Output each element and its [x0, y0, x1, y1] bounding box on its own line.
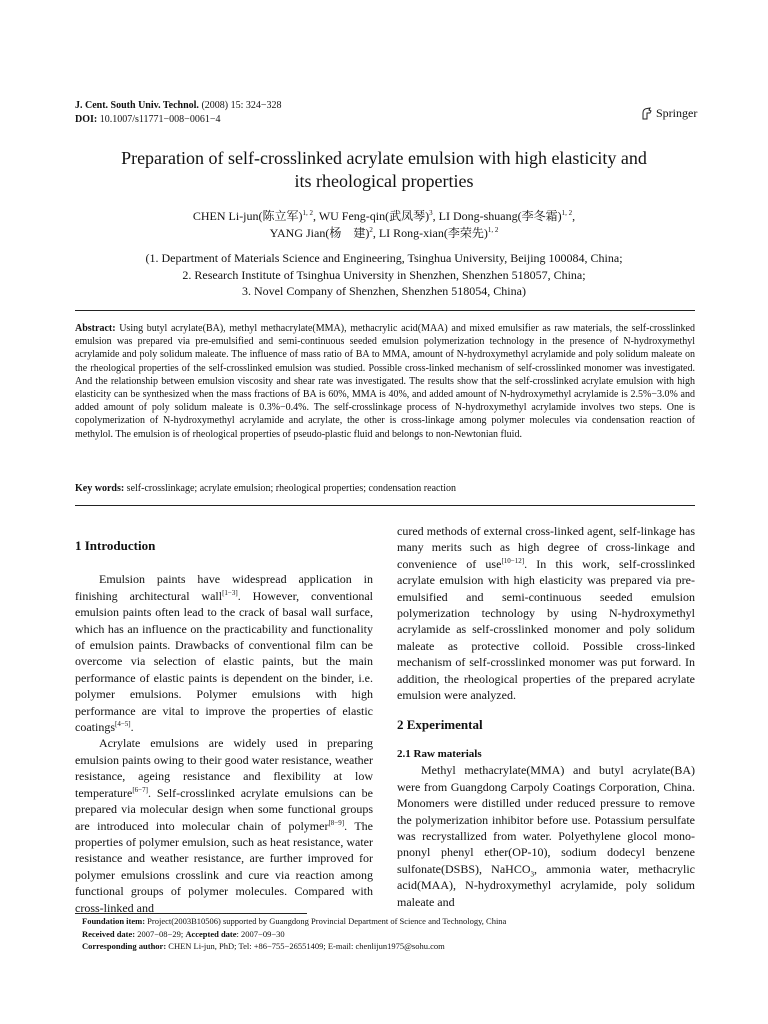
author-list — [60, 208, 708, 242]
author-name: LI Rong-xian(李荣先) — [378, 226, 488, 240]
author-name: CHEN Li-jun(陈立军) — [192, 209, 303, 223]
author-name: LI Dong-shuang(李冬霜) — [438, 209, 562, 223]
right-column — [397, 523, 695, 910]
author-affil-sup: 1, 2 — [302, 209, 314, 217]
doi-label: DOI: — [75, 114, 98, 125]
paper-title — [60, 147, 708, 193]
citation[interactable]: [8−9] — [328, 818, 345, 827]
abstract — [75, 322, 695, 441]
title-line-1: Preparation of self-crosslinked acrylate emulsion with high elasticity and — [121, 148, 647, 168]
author-name: WU Feng-qin(武凤琴) — [318, 209, 430, 223]
intro-paragraph-3: cured methods of external cross-linked agent, self-linkage has many merits such as high degree of cross-linkage and convenience of use[10−12]. In this work, self-crosslinked acrylate emulsion with high elasticity was prepared via pre-emulsified and semi-continuous seeded emulsion polymerization technology by using N-hydroxymethyl acrylamide as self-crosslinked monomer and poly solidum maleate as protective colloid. Possible cross-linked mechanism of self-crosslinked monomer was put forward. In addition, the rheological properties of the prepared acrylate emulsion were analyzed. — [397, 524, 695, 703]
section-heading-introduction: 1 Introduction — [75, 538, 156, 553]
intro-paragraph-1: Emulsion paints have widespread application in finishing architectural wall[1−3]. However, conventional emulsion paints often lead to the crack of basal wall surface, which has an influence on the practicability and functionality of emulsion paints. Drawbacks of conventional film can be overcome via selection of elastic paints, but the main performance of elastic paints is dependent on the binder, i.e. polymer emulsions. Polymer emulsions with high performance are vital to improve the properties of elastic coatings[4−5]. — [75, 572, 373, 735]
intro-paragraph-2: Acrylate emulsions are widely used in preparing emulsion paints owing to their good water resistance, weather resistance, ageing resistance and flexibility at low temperature[6−7]. Self-crosslinked acrylate emulsions can be prepared via molecular design when some functional groups are introduced into molecular chain of polymer[8−9]. The properties of polymer emulsion, such as heat resistance, water resistance and weather resistance, are further improved for polymer emulsions crosslink and cure via reaction among functional groups of polymer molecules. Compared with cross-linked and — [75, 736, 373, 915]
publisher-logo — [641, 106, 697, 121]
affiliations — [60, 250, 708, 300]
raw-materials-paragraph: Methyl methacrylate(MMA) and butyl acrylate(BA) were from Guangdong Carpoly Coatings Corporation, China. Monomers were distilled under reduced pressure to remove the polymerization inhibitor before use. Potassium persulfate was recrystallized from water. Polyethylene glocol mono-pnonyl phenyl ether(OP-10), sodium dodecyl benzene sulfonate(DSBS), NaHCO$_3$, ammonia water, methacrylic acid(MAA), N-hydroxymethyl acrylamide, poly solidum maleate and — [397, 763, 695, 909]
citation[interactable]: [1−3] — [222, 588, 238, 597]
journal-name: J. Cent. South Univ. Technol. — [75, 100, 199, 111]
top-divider — [75, 310, 695, 311]
abstract-divider — [75, 505, 695, 506]
keywords — [75, 482, 695, 495]
doi-line — [75, 113, 220, 127]
springer-horse-icon — [641, 107, 653, 120]
publisher-name: Springer — [656, 106, 698, 120]
title-line-2: its rheological properties — [294, 171, 474, 191]
footnote-dates: Received date: 2007−08−29; Accepted date: 2007−09−30 — [82, 928, 285, 939]
abstract-label: Abstract: — [75, 323, 116, 334]
author-affil-sup: 1, 2 — [561, 209, 573, 217]
journal-citation — [75, 99, 282, 113]
footnotes — [82, 915, 702, 953]
author-affil-sup: 3 — [429, 209, 433, 217]
author-line-1: CHEN Li-jun(陈立军)$^{1, 2}$, WU Feng-qin(武凤琴)$^3$, LI Dong-shuang(李冬霜)$^{1, 2}$, — [192, 209, 576, 223]
doi-value[interactable]: 10.1007/s11771−008−0061−4 — [97, 114, 221, 125]
citation[interactable]: [10−12] — [501, 556, 525, 565]
subsection-heading-raw-materials: 2.1 Raw materials — [397, 747, 482, 760]
footnote-divider — [75, 913, 307, 914]
affiliation-line: 2. Research Institute of Tsinghua University in Shenzhen, Shenzhen 518057, China; — [182, 267, 586, 282]
citation[interactable]: [6−7] — [132, 785, 148, 794]
author-line-2: YANG Jian(杨 建)$^2$, LI Rong-xian(李荣先)$^{1, 2}$ — [269, 226, 499, 240]
left-column — [75, 538, 373, 916]
volume-info: (2008) 15: 324−328 — [198, 100, 282, 111]
citation[interactable]: [4−5] — [115, 720, 131, 729]
footnote-foundation: Foundation item: Project(2003B10506) supported by Guangdong Provincial Department of Science and Technology, China — [82, 916, 507, 926]
affiliation-line: 3. Novel Company of Shenzhen, Shenzhen 518054, China) — [242, 284, 526, 298]
author-affil-sup: 2 — [369, 226, 373, 234]
abstract-text: Using butyl acrylate(BA), methyl methacrylate(MMA), methacrylic acid(MAA) and mixed emulsifier as raw materials, the self-crosslinked emulsion was prepared via pre-emulsified and semi-continuous seeded emulsion polymerization technology in the presence of N-hydroxymethyl acrylamide and poly solidum maleate. The influence of mass ratio of BA to MMA, amount of N-hydroxymethyl acrylamide and poly solidum maleate on the rheological properties of the self-crosslinked emulsion was studied. Possible cross-linked mechanism of self-crosslinked monomer was investigated. And the relationship between emulsion viscosity and shear rate was investigated. The results show that the self-crosslinked acrylate emulsion with high elasticity can be synthesized when the mass fractions of BA is 60%, MMA is 40%, and added amount of N-hydroxymethyl acrylamide is 2.5%−3.0% and added amount of poly solidum maleate is 0.3%−0.4%. The self-crosslinkage process of N-hydroxymethyl acrylamide involves two steps. One is copolymerization of N-hydroxymethyl acrylamide and acrylate, the other is cross-linkage among polymer molecules via condensation reaction of methylol. The emulsion is of rheological properties of pseudo-plastic fluid and belongs to non-Newtonian fluid. — [75, 323, 695, 440]
keywords-text: self-crosslinkage; acrylate emulsion; rheological properties; condensation reaction — [124, 483, 456, 494]
affiliation-line: (1. Department of Materials Science and Engineering, Tsinghua University, Beijing 100084, China; — [145, 251, 623, 265]
footnote-corresponding-author: Corresponding author: CHEN Li-jun, PhD; Tel: +86−755−26551409; E-mail: chenlijun1975@sohu.com — [82, 941, 445, 951]
author-name: YANG Jian(杨 建) — [269, 226, 370, 240]
section-heading-experimental: 2 Experimental — [397, 717, 483, 733]
keywords-label: Key words: — [75, 483, 125, 494]
author-affil-sup: 1, 2 — [487, 226, 499, 234]
